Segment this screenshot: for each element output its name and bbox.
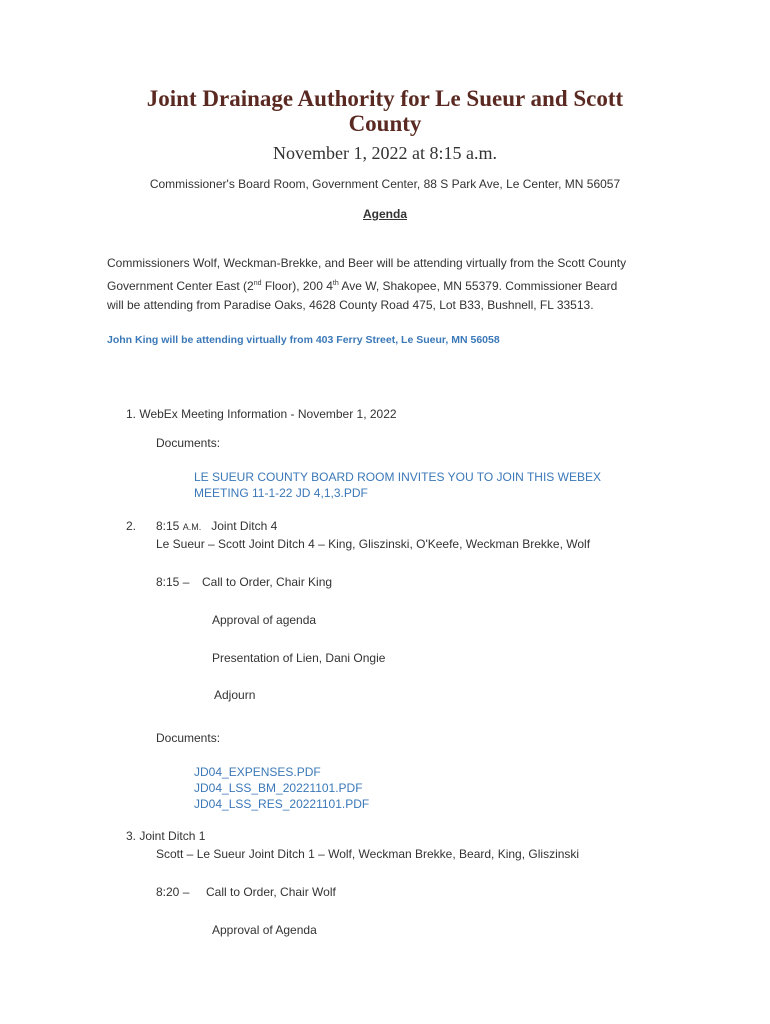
item-2-title: Joint Ditch 4	[211, 519, 278, 533]
webex-link-line-2[interactable]: MEETING 11-1-22 JD 4,1,3.PDF	[194, 486, 368, 500]
item-3-title: 3. Joint Ditch 1	[126, 829, 206, 843]
attendance-line-2	[107, 274, 647, 297]
page-title	[0, 86, 770, 136]
attendance-line-2-part-a: Government Center East (2	[107, 278, 254, 293]
title-line-1: Joint Drainage Authority for Le Sueur and Scott	[146, 86, 624, 111]
item-2-call-to-order: Call to Order, Chair King	[202, 575, 333, 589]
item-2-subtitle: Le Sueur – Scott Joint Ditch 4 – King, Gliszinski, O'Keefe, Weckman Brekke, Wolf	[156, 537, 591, 551]
meeting-location: Commissioner's Board Room, Government Center, 88 S Park Ave, Le Center, MN 56057	[149, 177, 621, 191]
webex-link-line-1[interactable]: LE SUEUR COUNTY BOARD ROOM INVITES YOU TO JOIN THIS WEBEX	[194, 470, 601, 484]
item-3-call-to-order: Call to Order, Chair Wolf	[206, 885, 336, 899]
virtual-attendance-notice: John King will be attending virtually from 403 Ferry Street, Le Sueur, MN 56058	[107, 334, 500, 346]
webex-invite-link[interactable]	[194, 469, 601, 501]
item-2-time: 8:15	[156, 519, 180, 533]
attendance-line-2-part-b: Floor), 200 4	[261, 278, 333, 293]
item-2-presentation: Presentation of Lien, Dani Ongie	[212, 651, 386, 665]
item-2-heading	[156, 519, 277, 533]
ordinal-superscript: nd	[253, 279, 262, 287]
item-3-approval: Approval of Agenda	[212, 923, 317, 937]
attendance-line-1: Commissioners Wolf, Weckman-Brekke, and Beer will be attending virtually from the Scott County	[107, 256, 627, 270]
attendance-line-3: will be attending from Paradise Oaks, 4628 County Road 475, Lot B33, Bushnell, FL 33513.	[107, 298, 594, 312]
agenda-heading: Agenda	[362, 207, 407, 221]
item-1-title: 1. WebEx Meeting Information - November 1, 2022	[126, 407, 397, 421]
item-2-am: A.M.	[182, 522, 202, 532]
item-2-call-time: 8:15 –	[156, 575, 190, 589]
item-3-subtitle: Scott – Le Sueur Joint Ditch 1 – Wolf, Weckman Brekke, Beard, King, Gliszinski	[156, 847, 580, 861]
item-2-adjourn: Adjourn	[214, 688, 256, 702]
item-3-call-time: 8:20 –	[156, 885, 190, 899]
title-line-2: County	[348, 111, 422, 136]
ordinal-superscript: th	[332, 279, 339, 287]
item-2-documents-label: Documents:	[156, 731, 221, 745]
item-2-number: 2.	[126, 519, 137, 533]
document-link-board-minutes[interactable]: JD04_LSS_BM_20221101.PDF	[194, 781, 363, 795]
document-link-expenses[interactable]: JD04_EXPENSES.PDF	[194, 765, 321, 779]
item-2-approval: Approval of agenda	[212, 613, 317, 627]
meeting-date-time: November 1, 2022 at 8:15 a.m.	[273, 143, 497, 163]
document-link-resolution[interactable]: JD04_LSS_RES_20221101.PDF	[194, 797, 370, 811]
attendance-line-2-part-c: Ave W, Shakopee, MN 55379. Commissioner Beard	[338, 278, 618, 293]
item-1-documents-label: Documents:	[156, 436, 221, 450]
attendance-paragraph	[107, 254, 647, 316]
item-2-document-links	[194, 764, 369, 812]
